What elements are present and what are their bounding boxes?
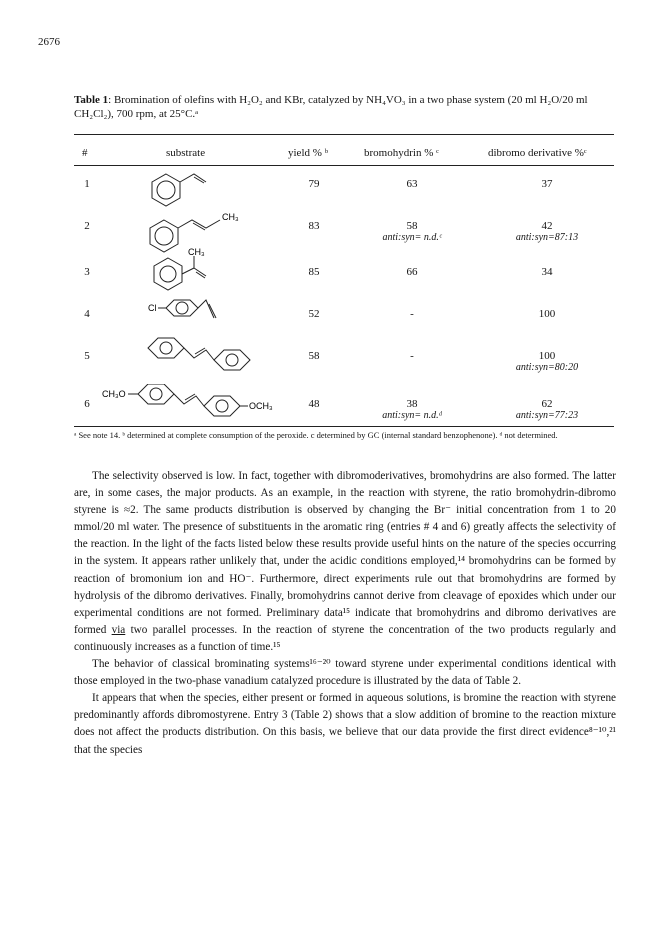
header-bromohydrin: bromohydrin % ᶜ	[364, 147, 439, 159]
table-top-rule	[74, 134, 614, 135]
row-number: 1	[84, 178, 90, 190]
structure-chlorostyrene	[114, 296, 254, 336]
yield-value: 79	[308, 178, 320, 190]
paragraph: It appears that when the species, either present or formed in aqueous solutions, is bromine the reaction with styrene predominantly affords dibromostyrene. Entry 3 (Table 2) shows that a slow addition of bromine to the reaction mixture does not affect the products distribution. On this basis, we believe that our data provide the first direct evidence⁸⁻¹⁰,²¹ that the species	[74, 692, 616, 756]
bromohydrin-cell	[352, 398, 472, 421]
table-bottom-rule	[74, 426, 614, 427]
substituent-label: OCH₃	[249, 401, 273, 411]
dibromo-ratio: anti:syn=80:20	[515, 362, 579, 373]
page-number: 2676	[38, 36, 60, 48]
row-number: 2	[84, 220, 90, 232]
bromohydrin-value: 58	[406, 220, 418, 232]
table-caption-text: : Bromination of olefins with H₂O₂ and KBr, catalyzed by NH₄VO₃ in a two phase system (20 ml H₂O/20 ml CH₂Cl₂), 700 rpm, at 25°C.ᵃ	[74, 94, 588, 120]
yield-value: 52	[308, 308, 320, 320]
row-number: 5	[84, 350, 90, 362]
dibromo-ratio: anti:syn=77:23	[515, 410, 579, 421]
yield-value: 85	[308, 266, 320, 278]
header-substrate: substrate	[166, 147, 206, 159]
via-underlined: via	[111, 623, 126, 636]
table-caption	[74, 93, 614, 121]
table-label: Table 1	[74, 94, 109, 106]
dibromo-value: 62	[541, 398, 553, 410]
dibromo-value: 100	[538, 308, 556, 320]
yield-value: 58	[308, 350, 320, 362]
table-footnote: ᵃ See note 14. ᵇ determined at complete consumption of the peroxide. c determined by GC (internal standard benzophenone). ᵈ not determined.	[74, 430, 558, 440]
row-number: 4	[84, 308, 90, 320]
header-dibromo: dibromo derivative %ᶜ	[488, 147, 587, 159]
bromohydrin-ratio: anti:syn= n.d.ᶜ	[382, 232, 442, 243]
substituent-label: CH₃O	[102, 389, 126, 399]
row-number: 6	[84, 398, 90, 410]
header-num: #	[82, 147, 88, 159]
structure-stilbene	[114, 336, 264, 380]
bromohydrin-ratio: anti:syn= n.d.ᵈ	[382, 410, 442, 421]
dibromo-value: 34	[541, 266, 553, 278]
bromohydrin-value: 63	[406, 178, 418, 190]
dibromo-ratio: anti:syn=87:13	[515, 232, 579, 243]
dibromo-value: 100	[538, 350, 556, 362]
structure-styrene	[114, 168, 254, 208]
substituent-label: CH₃	[188, 248, 205, 257]
dibromo-cell	[482, 220, 612, 243]
structure-dimethoxystilbene	[102, 384, 292, 428]
dibromo-value: 37	[541, 178, 553, 190]
body-text	[74, 468, 616, 759]
substituent-label: CH₃	[222, 212, 239, 222]
bromohydrin-value: 66	[406, 266, 418, 278]
bromohydrin-value: -	[410, 308, 414, 320]
structure-alpha-methylstyrene	[114, 248, 254, 292]
substituent-label: Cl	[148, 303, 157, 313]
row-number: 3	[84, 266, 90, 278]
header-yield: yield % ᵇ	[288, 147, 329, 159]
bromohydrin-cell	[352, 220, 472, 243]
paragraph: The behavior of classical brominating systems¹⁶⁻²⁰ toward styrene under experimental conditions identical with those employed in the two-phase vanadium catalyzed procedure is illustrated by the data of Table 2.	[74, 658, 616, 688]
dibromo-cell	[482, 398, 612, 421]
dibromo-value: 42	[541, 220, 553, 232]
yield-value: 48	[308, 398, 320, 410]
paragraph: The selectivity observed is low. In fact, together with dibromoderivatives, bromohydrins are also formed. The latter are, in some cases, the major products. As an example, in the reaction with styrene, the ratio bromohydrin-dibromo styrene is ≈2. The same products distribution is observed by changing the Br⁻ initial concentration from 1 to 20 mmol/20 ml water. The presence of substituents in the aromatic ring (entries # 4 and 6) greatly affects the selectivity of the reaction. In the light of the facts listed below these results provide useful hints on the nature of the species occurring in the system. It appears rather unlikely that, under the acidic conditions employed,¹⁴ bromohydrins can be formed by reaction of bromonium ion and HO⁻. Furthermore, direct experiments rule out that bromohydrins are formed by hydrolysis of the dibromo derivatives. Finally, bromohydrins cannot derive from cleavage of epoxides which under our experimental conditions are not formed. Preliminary data¹⁵ indicate that bromohydrins and dibromo derivatives are formed via two parallel processes. In the reaction of styrene the concentration of the two products regularly and continuously increases as a function of time.¹⁵	[74, 470, 616, 653]
bromohydrin-value: 38	[406, 398, 418, 410]
yield-value: 83	[308, 220, 320, 232]
table-header-rule	[74, 165, 614, 166]
dibromo-cell	[482, 350, 612, 373]
bromohydrin-value: -	[410, 350, 414, 362]
